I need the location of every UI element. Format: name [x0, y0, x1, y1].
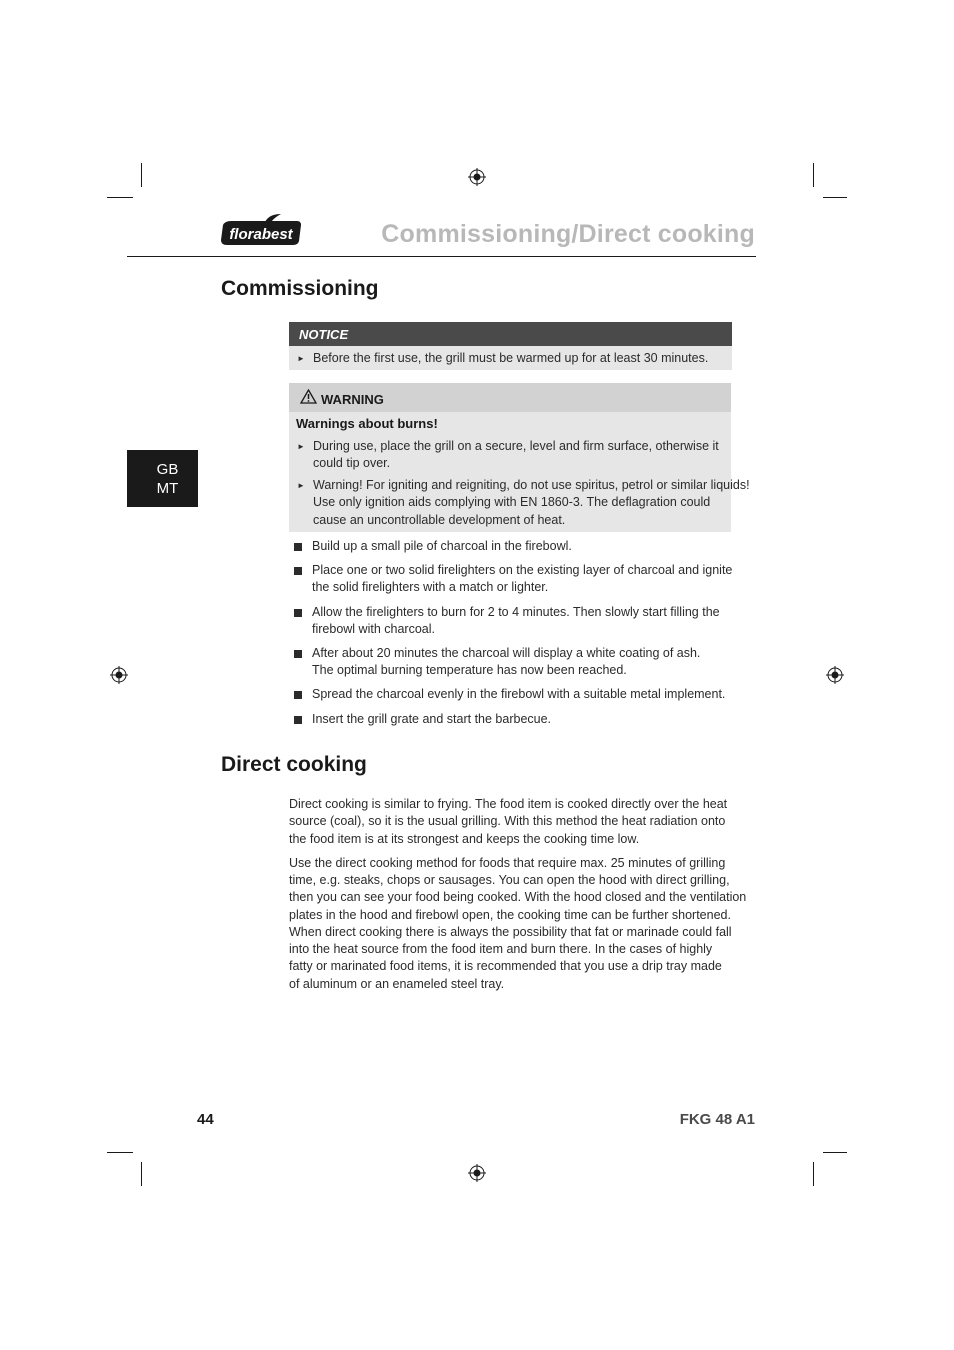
- arrow-bullet-icon: ►: [297, 442, 305, 451]
- crop-mark: [823, 1152, 847, 1153]
- square-bullet-icon: [294, 691, 302, 699]
- notice-box-header: [289, 322, 732, 346]
- warning-item-line: Use only ignition aids complying with EN 1860-3. The deflagration could: [313, 495, 711, 509]
- logo-text: florabest: [229, 226, 293, 243]
- crop-mark: [107, 1152, 133, 1153]
- square-bullet-icon: [294, 543, 302, 551]
- crop-mark: [813, 163, 814, 187]
- paragraph-line: the food item is at its strongest and keeps the cooking time low.: [289, 832, 640, 846]
- paragraph-line: When direct cooking there is always the possibility that fat or marinade could fall: [289, 925, 732, 939]
- registration-mark-icon: [468, 1164, 486, 1182]
- language-code-gb: GB: [156, 460, 179, 478]
- paragraph-line: into the heat source from the food item and burn there. In the cases of highly: [289, 942, 713, 956]
- step-line: After about 20 minutes the charcoal will display a white coating of ash.: [312, 646, 701, 660]
- header-divider: [127, 256, 756, 257]
- direct-cooking-heading: Direct cooking: [221, 753, 367, 776]
- registration-mark-icon: [468, 168, 486, 186]
- paragraph-line: source (coal), so it is the usual grilling. With this method the heat radiation onto: [289, 814, 726, 828]
- step-line: firebowl with charcoal.: [312, 622, 435, 636]
- crop-mark: [107, 197, 133, 198]
- florabest-logo: [219, 213, 303, 247]
- warning-label: WARNING: [321, 392, 384, 407]
- step-line: Place one or two solid firelighters on the existing layer of charcoal and ignite: [312, 563, 733, 577]
- registration-mark-icon: [826, 666, 844, 684]
- warning-item-line: could tip over.: [313, 456, 391, 470]
- notice-label: NOTICE: [299, 327, 349, 342]
- commissioning-heading: Commissioning: [221, 277, 379, 300]
- warning-item-line: During use, place the grill on a secure, level and firm surface, otherwise it: [313, 439, 719, 453]
- square-bullet-icon: [294, 650, 302, 658]
- model-number: FKG 48 A1: [679, 1111, 755, 1128]
- square-bullet-icon: [294, 609, 302, 617]
- step-line: Build up a small pile of charcoal in the firebowl.: [312, 539, 572, 553]
- arrow-bullet-icon: ►: [297, 481, 305, 490]
- paragraph-line: fatty or marinated food items, it is recommended that you use a drip tray made: [289, 959, 722, 973]
- crop-mark: [823, 197, 847, 198]
- step-line: The optimal burning temperature has now been reached.: [312, 663, 627, 677]
- warning-item-line: Warning! For igniting and reigniting, do not use spiritus, petrol or similar liquids!: [313, 478, 750, 492]
- paragraph-line: plates in the hood and firebowl open, the cooking time can be further shortened.: [289, 908, 731, 922]
- paragraph-line: Use the direct cooking method for foods that require max. 25 minutes of grilling: [289, 856, 726, 870]
- step-line: the solid firelighters with a match or lighter.: [312, 580, 549, 594]
- warning-subheading: Warnings about burns!: [296, 416, 438, 431]
- page-number: 44: [197, 1111, 214, 1128]
- warning-triangle-icon: [300, 389, 317, 404]
- registration-mark-icon: [110, 666, 128, 684]
- crop-mark: [813, 1162, 814, 1186]
- notice-item: Before the first use, the grill must be warmed up for at least 30 minutes.: [313, 351, 709, 365]
- language-tab: [127, 450, 198, 507]
- page-header-title: Commissioning/Direct cooking: [381, 220, 755, 248]
- square-bullet-icon: [294, 716, 302, 724]
- crop-mark: [141, 1162, 142, 1186]
- crop-mark: [141, 163, 142, 187]
- arrow-bullet-icon: ►: [297, 354, 305, 363]
- paragraph-line: time, e.g. steaks, chops or sausages. You can open the hood with direct grilling,: [289, 873, 730, 887]
- square-bullet-icon: [294, 567, 302, 575]
- paragraph-line: then you can see your food being cooked. With the hood closed and the ventilation: [289, 890, 747, 904]
- language-code-mt: MT: [156, 479, 179, 497]
- paragraph-line: of aluminum or an enameled steel tray.: [289, 977, 505, 991]
- paragraph-line: Direct cooking is similar to frying. The food item is cooked directly over the heat: [289, 797, 728, 811]
- warning-item-line: cause an uncontrollable development of heat.: [313, 513, 566, 527]
- step-line: Allow the firelighters to burn for 2 to 4 minutes. Then slowly start filling the: [312, 605, 720, 619]
- step-line: Insert the grill grate and start the barbecue.: [312, 712, 552, 726]
- step-line: Spread the charcoal evenly in the firebowl with a suitable metal implement.: [312, 687, 726, 701]
